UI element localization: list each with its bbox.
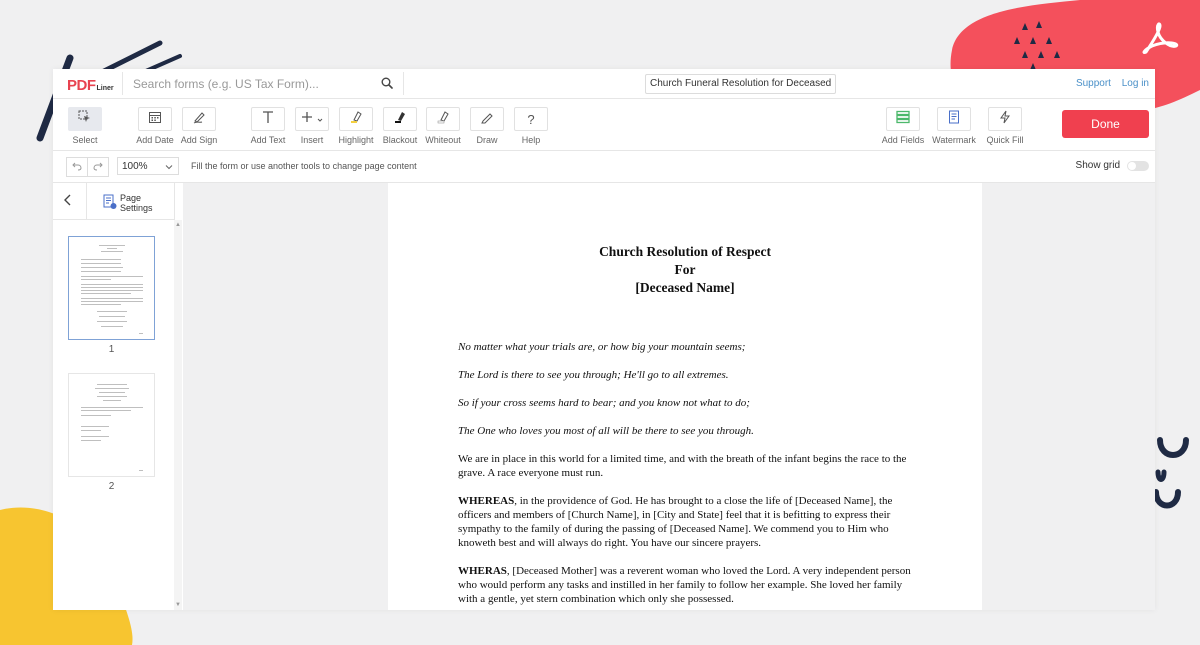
tool-label: Add Sign bbox=[180, 135, 218, 145]
document-page[interactable] bbox=[388, 183, 982, 610]
poem-line: The One who loves you most of all will be there to see you through. bbox=[458, 425, 754, 437]
poem-line: So if your cross seems hard to bear; and you know not what to do; bbox=[458, 397, 750, 409]
done-button[interactable]: Done bbox=[1062, 110, 1149, 138]
sidebar-header bbox=[53, 183, 174, 220]
pages-sidebar bbox=[53, 183, 175, 610]
tool-label: Add Fields bbox=[881, 135, 925, 145]
scroll-down-icon[interactable]: ▼ bbox=[175, 602, 181, 608]
page-thumbnails bbox=[53, 220, 174, 610]
secondary-toolbar bbox=[53, 151, 1155, 183]
page-thumbnail-1[interactable] bbox=[68, 236, 155, 340]
document-title: Church Funeral Resolution for Deceased bbox=[645, 74, 836, 94]
redo-button[interactable] bbox=[88, 157, 109, 177]
whereas-text: , [Deceased Mother] was a reverent woman who loved the Lord. A very independent person who would perform any tasks and instilled in her family to follow her example. She loved her family with a gentle, yet stern combination which only she possessed. bbox=[458, 565, 911, 605]
tool-label: Quick Fill bbox=[986, 135, 1024, 145]
tool-label: Add Date bbox=[136, 135, 174, 145]
draw-tool[interactable] bbox=[462, 107, 512, 145]
watermark-icon bbox=[947, 110, 961, 129]
login-link[interactable]: Log in bbox=[1121, 78, 1149, 89]
decor-navy-squiggle bbox=[1152, 430, 1200, 520]
page-thumbnail-2[interactable] bbox=[68, 373, 155, 477]
tool-label: Whiteout bbox=[425, 135, 461, 145]
page-number-1: 1 bbox=[108, 344, 115, 355]
document-heading bbox=[388, 243, 982, 297]
chevron-left-icon[interactable] bbox=[63, 193, 73, 212]
pdfliner-logo[interactable] bbox=[67, 74, 114, 94]
top-bar bbox=[53, 69, 1155, 99]
document-canvas bbox=[183, 183, 1155, 610]
text-icon bbox=[261, 110, 275, 129]
account-links bbox=[1068, 78, 1149, 89]
intro-paragraph: We are in place in this world for a limited time, and with the breath of the infant begins the race to the grave. A race everyone must run. bbox=[458, 453, 907, 479]
show-grid-toggle[interactable] bbox=[1127, 161, 1149, 171]
tool-label: Draw bbox=[476, 135, 498, 145]
plus-icon bbox=[301, 110, 315, 129]
scroll-up-icon[interactable]: ▲ bbox=[175, 222, 181, 228]
show-grid bbox=[1076, 160, 1149, 171]
signature-icon bbox=[192, 110, 206, 129]
zoom-select[interactable] bbox=[117, 157, 179, 175]
search-box bbox=[122, 72, 404, 95]
tool-label: Help bbox=[521, 135, 541, 145]
tool-label: Select bbox=[72, 135, 98, 145]
question-icon: ? bbox=[527, 111, 535, 127]
tool-label: Add Text bbox=[250, 135, 286, 145]
hint-text: Fill the form or use another tools to change page content bbox=[191, 161, 417, 171]
help-tool[interactable] bbox=[506, 107, 556, 145]
highlighter-icon bbox=[349, 110, 363, 129]
undo-redo-group bbox=[66, 157, 109, 177]
sidebar-scrollbar[interactable] bbox=[174, 220, 182, 610]
whereas-text: , in the providence of God. He has brought to a close the life of [Deceased Name], the officers and members of [Church Name], in [City and State] feel that it is befitting to express their sympathy to the family of during the passing of [Deceased Name]. We commend you to Him who knoweth best and will always do right. You have our sincere prayers. bbox=[458, 495, 893, 549]
whereas-label: WHERAS bbox=[458, 565, 507, 577]
heading-line-3: [Deceased Name] bbox=[635, 280, 735, 295]
tool-label: Insert bbox=[300, 135, 324, 145]
lightning-icon bbox=[998, 110, 1012, 129]
whiteout-tool[interactable] bbox=[418, 107, 468, 145]
tool-label: Blackout bbox=[382, 135, 418, 145]
insert-tool[interactable] bbox=[287, 107, 337, 145]
add-fields-tool[interactable] bbox=[878, 107, 928, 145]
whereas-paragraph-1 bbox=[458, 494, 923, 550]
pencil-icon bbox=[480, 110, 494, 129]
whereas-label: WHEREAS bbox=[458, 495, 515, 507]
zoom-value: 100% bbox=[122, 161, 148, 172]
heading-line-2: For bbox=[674, 262, 696, 277]
add-text-tool[interactable] bbox=[243, 107, 293, 145]
select-tool[interactable] bbox=[60, 107, 110, 145]
fields-icon bbox=[896, 110, 910, 129]
tool-label: Watermark bbox=[932, 135, 976, 145]
heading-line-1: Church Resolution of Respect bbox=[599, 244, 771, 259]
search-input[interactable] bbox=[131, 72, 375, 95]
page-number-2: 2 bbox=[108, 481, 115, 492]
page-settings-button[interactable] bbox=[103, 193, 174, 213]
pdf-editor-window bbox=[53, 69, 1155, 610]
poem-line: The Lord is there to see you through; He'll go to all extremes. bbox=[458, 369, 729, 381]
search-icon[interactable] bbox=[381, 76, 393, 94]
whereas-paragraph-2 bbox=[458, 564, 923, 606]
quick-fill-tool[interactable] bbox=[980, 107, 1030, 145]
redo-icon bbox=[93, 158, 103, 176]
undo-button[interactable] bbox=[66, 157, 88, 177]
chevron-down-icon bbox=[317, 110, 323, 128]
pdf-acrobat-icon bbox=[1138, 22, 1182, 58]
poem-line: No matter what your trials are, or how big your mountain seems; bbox=[458, 341, 746, 353]
cursor-icon bbox=[78, 110, 92, 129]
highlight-tool[interactable] bbox=[331, 107, 381, 145]
page-settings-icon bbox=[103, 194, 117, 212]
blackout-icon bbox=[393, 110, 407, 129]
support-link[interactable]: Support bbox=[1075, 78, 1111, 89]
add-date-tool[interactable] bbox=[130, 107, 180, 145]
show-grid-label: Show grid bbox=[1075, 160, 1120, 171]
tool-label: Highlight bbox=[338, 135, 374, 145]
add-sign-tool[interactable] bbox=[174, 107, 224, 145]
logo-main-text: PDF bbox=[67, 77, 96, 94]
calendar-icon bbox=[148, 110, 162, 129]
eraser-icon bbox=[436, 110, 450, 129]
chevron-down-icon bbox=[165, 158, 173, 183]
main-toolbar bbox=[53, 99, 1155, 151]
undo-icon bbox=[72, 158, 82, 176]
page-settings-label: Page Settings bbox=[120, 193, 153, 213]
watermark-tool[interactable] bbox=[929, 107, 979, 145]
logo-sub-text: Liner bbox=[96, 85, 114, 92]
